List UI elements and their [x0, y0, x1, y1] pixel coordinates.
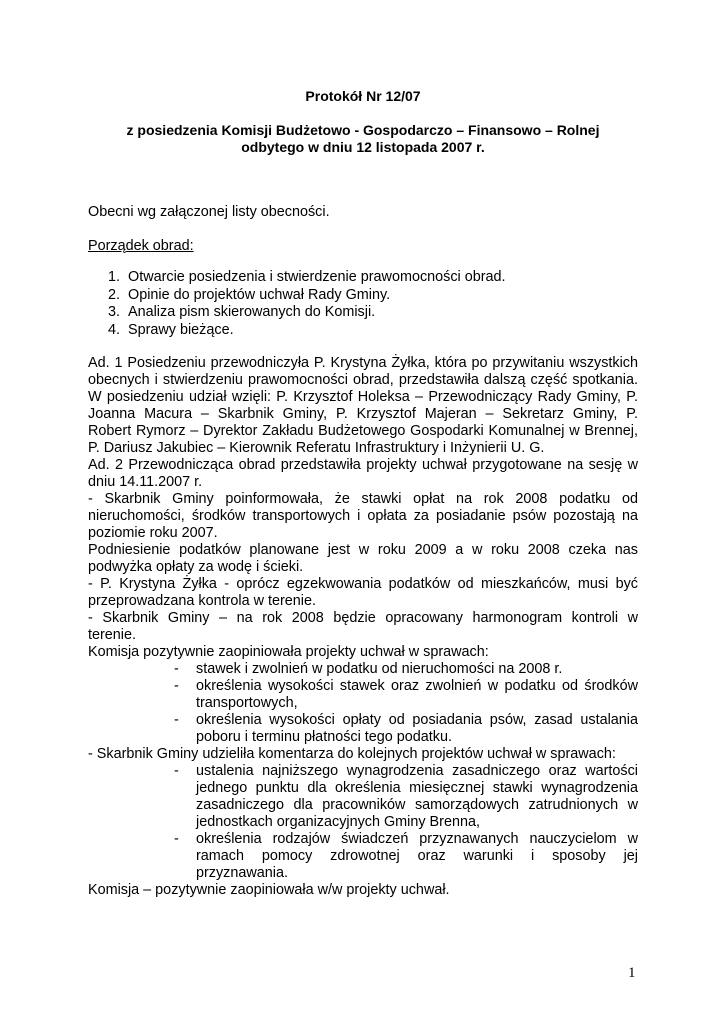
paragraph-line: Podniesienie podatków planowane jest w roku 2009 a w roku 2008 czeka nas	[88, 542, 638, 558]
paragraph-line: Komisja – pozytywnie zaopiniowała w/w projekty uchwał.	[88, 882, 450, 898]
document-subtitle	[88, 122, 638, 156]
agenda-list	[88, 269, 638, 339]
comment-item	[88, 763, 638, 831]
subtitle-line-2: odbytego w dniu 12 listopada 2007 r.	[241, 139, 485, 155]
list-line: transportowych,	[196, 695, 298, 711]
list-line: ramach pomocy zdrowotnej oraz warunki i sposoby jej	[196, 848, 638, 864]
paragraph-line: nieruchomości, środków transportowych i opłata za posiadanie psów pozostają na	[88, 508, 638, 524]
agenda-item	[88, 322, 638, 340]
paragraph-line: poziomie roku 2007.	[88, 525, 218, 541]
paragraph-line: terenie.	[88, 627, 136, 643]
agenda-item-text: Opinie do projektów uchwał Rady Gminy.	[128, 286, 391, 303]
opinion-item	[88, 712, 638, 746]
paragraph-line: W posiedzeniu udział wzięli: P. Krzysztof Holeksa – Przewodniczący Rady Gminy, P.	[88, 389, 638, 405]
opinion-item	[88, 678, 638, 712]
dash-marker: -	[174, 712, 179, 728]
agenda-item-text: Analiza pism skierowanych do Komisji.	[128, 304, 376, 320]
list-line: określenia wysokości stawek oraz zwolnień w podatku od środków	[196, 678, 638, 694]
paragraph-line: - Skarbnik Gminy udzieliła komentarza do kolejnych projektów uchwał w sprawach:	[88, 746, 616, 762]
paragraph-line: P. Dariusz Jakubiec – Kierownik Referatu Infrastruktury i Inżynierii U. G.	[88, 440, 545, 456]
paragraph-line: dniu 14.11.2007 r.	[88, 474, 203, 490]
attendance-note: Obecni wg załączonej listy obecności.	[88, 204, 330, 220]
subtitle-line-1: z posiedzenia Komisji Budżetowo - Gospodarczo – Finansowo – Rolnej	[126, 122, 600, 138]
paragraph-line: - Skarbnik Gminy – na rok 2008 będzie opracowany harmonogram kontroli w	[88, 610, 638, 626]
agenda-item-number: 2.	[108, 286, 121, 303]
paragraph-line: - Skarbnik Gminy poinformowała, że stawki opłat na rok 2008 podatku od	[88, 491, 638, 507]
paragraph-line: przeprowadzana kontrola w terenie.	[88, 593, 316, 609]
agenda-item	[88, 304, 638, 322]
list-line: jednego punktu dla określenia miesięcznej stawki wynagrodzenia	[196, 780, 638, 796]
document-title: Protokół Nr 12/07	[305, 88, 421, 104]
list-line: określenia rodzajów świadczeń przyznawanych nauczycielom w	[196, 831, 638, 847]
opinion-item	[88, 661, 638, 678]
paragraph-line: Robert Rymorz – Dyrektor Zakładu Budżetowego Gospodarki Komunalnej w Brennej,	[88, 423, 638, 439]
agenda-item-number: 1.	[108, 269, 121, 285]
dash-marker: -	[174, 831, 179, 847]
comment-list	[88, 763, 638, 882]
list-line: poboru i terminu płatności tego podatku.	[196, 729, 452, 745]
list-line: określenia wysokości opłaty od posiadania psów, zasad ustalania	[196, 712, 638, 728]
list-line: stawek i zwolnień w podatku od nieruchomości na 2008 r.	[196, 661, 563, 677]
paragraph-line: Komisja pozytywnie zaopiniowała projekty uchwał w sprawach:	[88, 644, 489, 660]
agenda-item-text: Otwarcie posiedzenia i stwierdzenie prawomocności obrad.	[128, 269, 506, 285]
agenda-heading: Porządek obrad:	[88, 238, 194, 254]
paragraph-line: Ad. 2 Przewodnicząca obrad przedstawiła projekty uchwał przygotowane na sesję w	[88, 457, 638, 473]
paragraph-line: Joanna Macura – Skarbnik Gminy, P. Krzysztof Majeran – Sekretarz Gminy, P.	[88, 406, 638, 422]
dash-marker: -	[174, 763, 179, 779]
minutes-body	[88, 355, 638, 899]
agenda-item	[88, 269, 638, 287]
page-number: 1	[628, 965, 636, 981]
list-line: zasadniczego dla pracowników samorządowych zatrudnionych w	[196, 797, 638, 813]
list-line: jednostkach organizacyjnych Gminy Brenna,	[196, 814, 480, 830]
dash-marker: -	[174, 678, 179, 694]
paragraph-line: Ad. 1 Posiedzeniu przewodniczyła P. Krystyna Żyłka, która po przywitaniu wszystkich	[88, 355, 638, 371]
paragraph-line: podwyżka opłaty za wodę i ścieki.	[88, 559, 304, 575]
agenda-item-number: 4.	[108, 321, 121, 338]
comment-item	[88, 831, 638, 882]
dash-marker: -	[174, 661, 179, 677]
agenda-item-text: Sprawy bieżące.	[128, 321, 234, 338]
opinion-list	[88, 661, 638, 746]
list-line: przyznawania.	[196, 865, 288, 881]
paragraph-line: obecnych i stwierdzeniu prawomocności obrad, przedstawiła dalszą część spotkania.	[88, 372, 638, 388]
agenda-item	[88, 287, 638, 305]
paragraph-line: - P. Krystyna Żyłka - oprócz egzekwowania podatków od mieszkańców, musi być	[88, 576, 638, 592]
list-line: ustalenia najniższego wynagrodzenia zasadniczego oraz wartości	[196, 763, 638, 779]
agenda-item-number: 3.	[108, 304, 121, 320]
